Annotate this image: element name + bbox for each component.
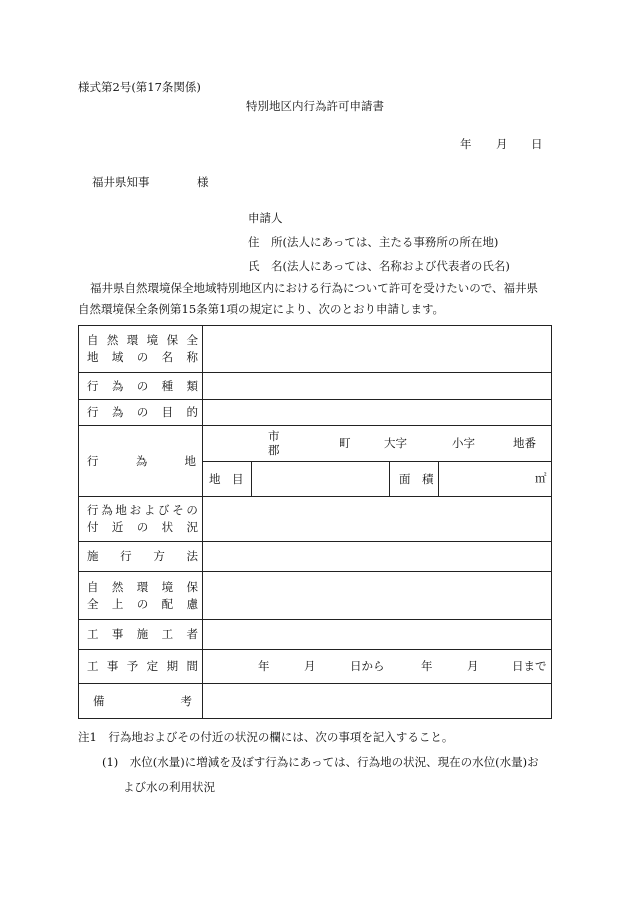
koaza-label: 小字 [452, 436, 475, 450]
label-char: 間 [186, 659, 198, 674]
row-environmental-consideration [79, 572, 552, 620]
area-name-label-line2 [87, 349, 198, 366]
label-char: 施 [136, 627, 149, 642]
area-field[interactable] [439, 462, 533, 497]
label-char: 行 [87, 378, 99, 393]
label-char: 保 [166, 333, 179, 348]
label-char: 地 [115, 503, 127, 518]
row-activity-purpose [79, 400, 552, 426]
label-char: 環 [126, 333, 139, 348]
row-activity-site [79, 426, 552, 497]
county-label: 郡 [268, 443, 280, 457]
construction-method-field[interactable] [203, 542, 552, 572]
construction-method-label [79, 542, 203, 572]
label-char: そ [172, 503, 184, 518]
label-char: 法 [186, 549, 198, 564]
label-char: 工 [87, 659, 99, 674]
remarks-label [79, 684, 203, 719]
label-char: 施 [87, 549, 99, 564]
contractor-label [79, 620, 203, 650]
label-char: の [136, 596, 149, 611]
environmental-consideration-field[interactable] [203, 572, 552, 620]
label-char: 行 [87, 405, 99, 420]
label-char: 為 [101, 503, 113, 518]
activity-purpose-label [79, 400, 203, 426]
label-char: 定 [146, 659, 159, 674]
environmental-consideration-label [79, 572, 203, 620]
label-char: 地 [184, 453, 196, 468]
activity-type-field[interactable] [203, 373, 552, 400]
area-label: 面 積 [399, 472, 434, 486]
row-site-conditions [79, 497, 552, 542]
label-char: 付 [87, 520, 99, 534]
row-construction-method [79, 542, 552, 572]
label-char: 自 [87, 579, 99, 594]
application-form-table [78, 325, 552, 719]
area-unit: ㎡ [535, 471, 547, 485]
activity-type-label [79, 373, 203, 400]
label-char: 然 [106, 333, 119, 348]
label-char: 然 [111, 579, 124, 594]
form-number: 様式第2号(第17条関係) [78, 80, 201, 94]
label-char: 近 [111, 520, 124, 534]
page-title: 特別地区内行為許可申請書 [246, 99, 384, 113]
area-name-field[interactable] [203, 326, 552, 373]
label-char: 行 [120, 549, 132, 564]
applicant-name-label: 氏 名(法人にあっては、名称および代表者の氏名) [248, 259, 510, 273]
location-line[interactable] [203, 426, 551, 461]
period-start-day: 日から [350, 659, 385, 673]
date-month-label: 月 [496, 137, 508, 151]
label-char: 全 [186, 333, 198, 348]
label-char: 事 [106, 659, 119, 674]
label-char: 工 [87, 627, 99, 642]
date-year-label: 年 [460, 137, 472, 151]
contractor-field[interactable] [203, 620, 552, 650]
period-end-month: 月 [467, 659, 479, 673]
body-text-line2: 自然環境保全条例第15条第1項の規定により、次のとおり申請します。 [78, 302, 445, 316]
activity-purpose-field[interactable] [203, 400, 552, 426]
label-char: お [129, 503, 142, 518]
label-char: 予 [126, 659, 139, 674]
note-item-1-line1: (1) 水位(水量)に増減を及ぼす行為にあっては、行為地の状況、現在の水位(水量)お [102, 755, 539, 769]
row-remarks [79, 684, 552, 719]
label-char: の [186, 503, 198, 518]
label-char: 為 [135, 453, 148, 468]
label-char: 為 [111, 378, 124, 393]
oaza-label: 大字 [384, 436, 407, 450]
land-detail-line [203, 461, 551, 497]
label-char: 類 [186, 378, 198, 393]
scheduled-period-field[interactable] [203, 650, 552, 684]
label-char: 考 [180, 693, 192, 708]
label-char: 名 [161, 350, 174, 364]
label-char: の [136, 350, 149, 364]
remarks-field[interactable] [203, 684, 552, 719]
site-conditions-field[interactable] [203, 497, 552, 542]
label-char: 行 [87, 453, 99, 468]
label-char: 備 [93, 693, 105, 708]
area-name-label [79, 326, 203, 373]
area-name-label-line1 [87, 332, 198, 349]
label-char: 自 [87, 333, 99, 348]
label-char: 方 [153, 549, 165, 564]
label-char: 目 [161, 405, 174, 420]
label-char: 境 [161, 579, 174, 594]
label-char: び [158, 503, 170, 518]
label-char: 全 [87, 596, 99, 611]
label-char: 境 [146, 333, 159, 348]
label-char: 状 [161, 520, 174, 534]
label-char: よ [143, 503, 156, 518]
note-item-1-line2: よび水の利用状況 [123, 780, 215, 794]
site-conditions-label [79, 497, 203, 542]
label-char: 工 [161, 627, 174, 642]
land-category-label: 地 目 [209, 472, 244, 486]
label-char: 配 [161, 596, 174, 611]
label-char: 行 [87, 503, 99, 518]
label-char: 事 [111, 627, 124, 642]
row-activity-type [79, 373, 552, 400]
town-label: 町 [339, 436, 351, 450]
label-char: 種 [161, 378, 174, 393]
divider [389, 462, 390, 497]
label-char: 期 [166, 659, 179, 674]
label-char: の [136, 520, 149, 534]
label-char: 域 [111, 350, 124, 364]
label-char: 保 [186, 579, 198, 594]
period-end-year: 年 [421, 659, 433, 673]
label-char: 者 [186, 627, 198, 642]
note-1: 注1 行為地およびその付近の状況の欄には、次の事項を記入すること。 [78, 730, 454, 744]
activity-site-label [79, 426, 203, 497]
body-text-line1: 福井県自然環境保全地域特別地区内における行為について許可を受けたいので、福井県 [90, 281, 539, 295]
label-char: 環 [136, 579, 149, 594]
label-char: 上 [111, 596, 124, 611]
row-area-name [79, 326, 552, 373]
applicant-heading: 申請人 [248, 211, 283, 225]
label-char: の [136, 405, 149, 420]
label-char: 況 [186, 520, 198, 534]
row-scheduled-period [79, 650, 552, 684]
label-char: 慮 [186, 596, 198, 611]
date-day-label: 日 [531, 137, 543, 151]
period-end-day: 日まで [512, 659, 547, 673]
applicant-address-label: 住 所(法人にあっては、主たる事務所の所在地) [248, 235, 499, 249]
scheduled-period-label [79, 650, 203, 684]
label-char: の [136, 378, 149, 393]
period-start-month: 月 [304, 659, 316, 673]
label-char: 為 [111, 405, 124, 420]
activity-site-cell [203, 426, 552, 497]
chiban-label: 地番 [513, 436, 536, 450]
label-char: 地 [87, 350, 99, 364]
label-char: 的 [186, 405, 198, 420]
label-char: 称 [186, 350, 198, 364]
addressee-name: 福井県知事 [92, 175, 150, 189]
land-category-field[interactable] [252, 462, 388, 497]
city-label: 市 [268, 429, 280, 443]
row-contractor [79, 620, 552, 650]
addressee-honorific: 様 [197, 175, 209, 189]
period-start-year: 年 [258, 659, 270, 673]
